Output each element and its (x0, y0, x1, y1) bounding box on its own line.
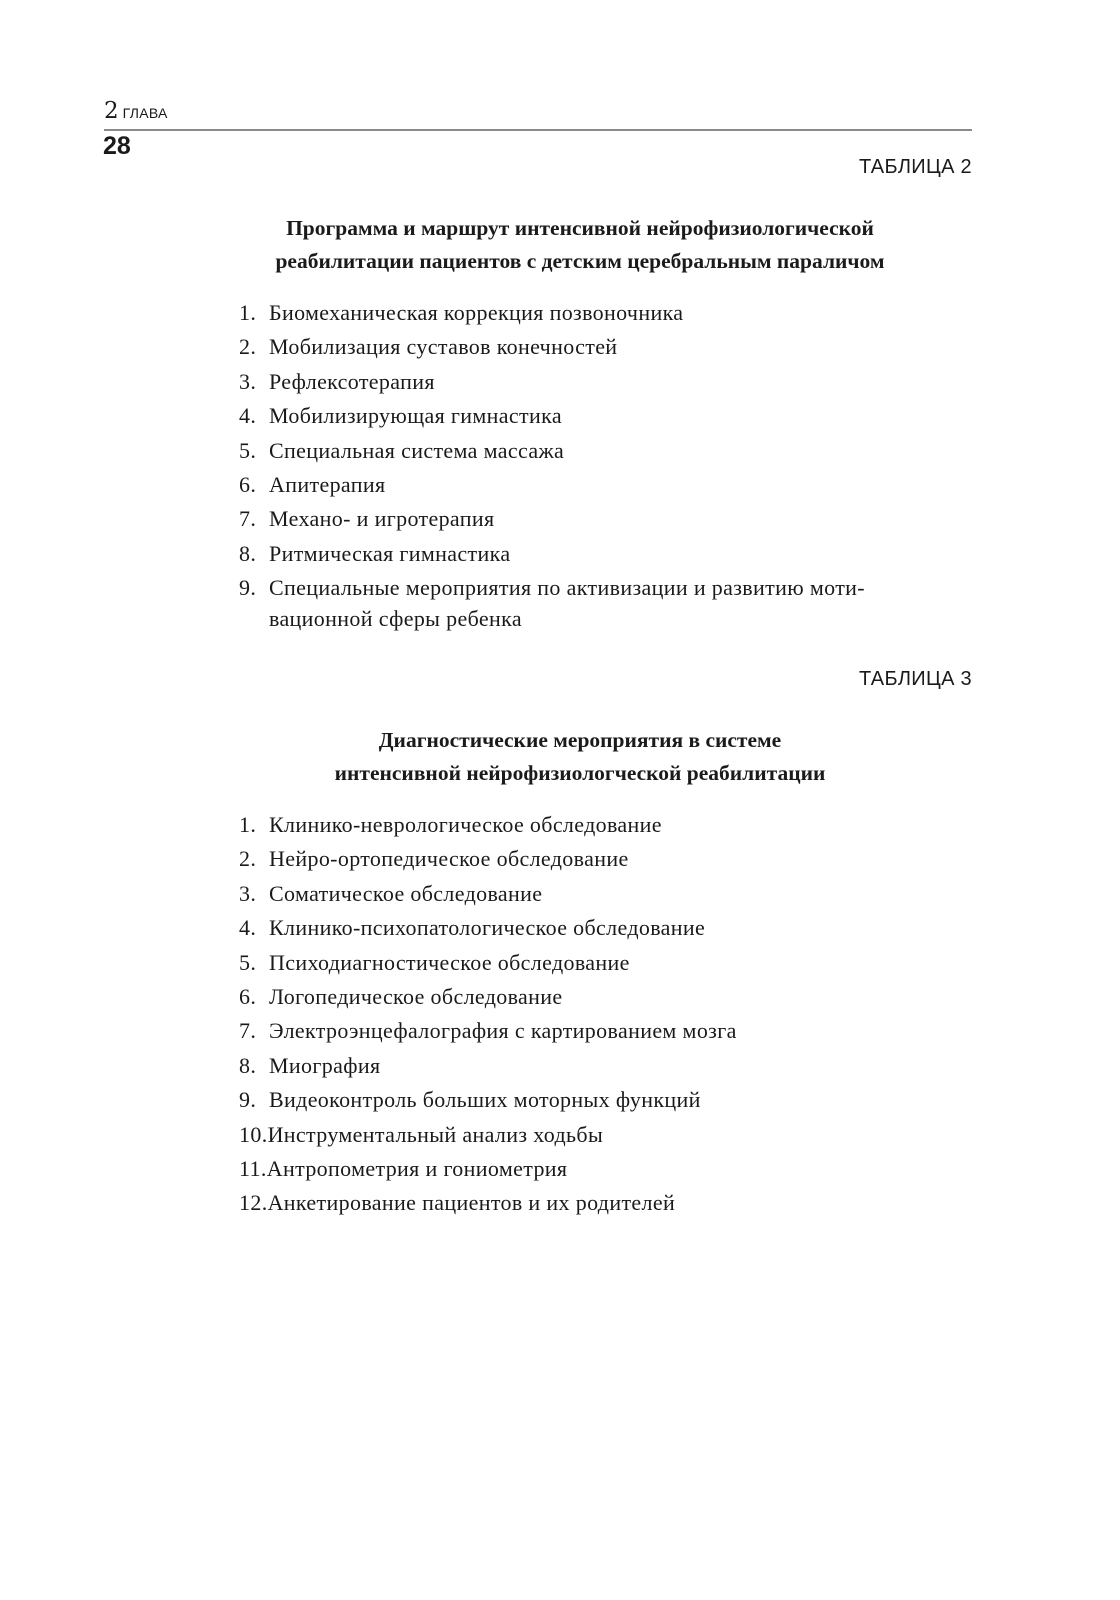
chapter-number: 2 (104, 98, 119, 124)
list-item-text: Специальные мероприятия по активизации и развитию моти- (269, 575, 865, 601)
list-item-text: Клинико-неврологическое обследование (269, 812, 662, 837)
list-item (239, 842, 979, 876)
list-item-text: Логопедическое обследование (269, 984, 563, 1010)
list-item (239, 1152, 979, 1186)
running-head (104, 98, 168, 124)
table3-title (180, 724, 980, 790)
list-item (239, 434, 979, 468)
list-item-text: Соматическое обследование (269, 880, 543, 906)
table2-label: ТАБЛИЦА 2 (858, 156, 972, 178)
list-item-number: 11. (239, 1156, 267, 1182)
list-item-text: Электроэнцефалография с картированием мозга (269, 1018, 737, 1044)
table2-list (239, 296, 979, 636)
list-item-number: 6. (239, 984, 257, 1010)
list-item-number: 7. (239, 1018, 257, 1044)
list-item (239, 911, 979, 945)
list-item-text: Антропометрия и гониометрия (266, 1156, 568, 1182)
list-item (239, 1186, 979, 1220)
list-item-number: 4. (239, 403, 257, 429)
list-item (239, 330, 979, 364)
list-item (239, 571, 979, 636)
list-item-text: Мобилизирующая гимнастика (269, 403, 562, 429)
table2-title-line1: Программа и маршрут интенсивной нейрофизиологической (286, 216, 874, 240)
list-item (239, 296, 979, 330)
table3-title-line2: интенсивной нейрофизиологческой реабилитации (334, 761, 826, 785)
list-item (239, 468, 979, 502)
list-item-text: Ритмическая гимнастика (269, 540, 511, 566)
list-item-number: 1. (239, 300, 257, 325)
list-item (239, 808, 979, 842)
list-item-number: 3. (239, 880, 257, 906)
list-item-number: 10. (239, 1121, 268, 1147)
table3-label: ТАБЛИЦА 3 (858, 668, 972, 690)
list-item-text: Мобилизация суставов конечностей (269, 334, 618, 360)
list-item-number: 2. (239, 334, 257, 360)
list-item-number: 5. (239, 437, 257, 463)
list-item-number: 4. (239, 915, 257, 941)
list-item-text: Рефлексотерапия (269, 368, 435, 394)
list-item-text: Апитерапия (269, 472, 386, 498)
list-item-number: 5. (239, 949, 257, 975)
list-item-text: Инструментальный анализ ходьбы (267, 1121, 604, 1147)
list-item-number: 8. (239, 1052, 257, 1078)
table3-list (239, 808, 979, 1221)
list-item-text: Специальная система массажа (269, 437, 565, 463)
list-item (239, 1014, 979, 1048)
header-rule (104, 129, 972, 131)
list-item (239, 877, 979, 911)
list-item (239, 946, 979, 980)
list-item-text: Анкетирование пациентов и их родителей (267, 1190, 676, 1216)
list-item-text: Психодиагностическое обследование (269, 949, 630, 975)
list-item (239, 502, 979, 536)
list-item-text: Видеоконтроль больших моторных функций (269, 1087, 701, 1113)
list-item (239, 1083, 979, 1117)
list-item-number: 12. (239, 1190, 268, 1216)
list-item-number: 3. (239, 368, 257, 394)
list-item (239, 399, 979, 433)
chapter-word: ГЛАВА (122, 105, 168, 121)
list-item-number: 2. (239, 846, 257, 872)
list-item-number: 6. (239, 472, 257, 498)
list-item-number: 7. (239, 506, 257, 532)
list-item-text: Клинико-психопатологическое обследование (269, 915, 706, 941)
list-item (239, 1049, 979, 1083)
list-item-text-continuation: вационной сферы ребенка (269, 605, 522, 631)
list-item (239, 537, 979, 571)
list-item-text: Механо- и игротерапия (269, 506, 495, 532)
table3-title-line1: Диагностические мероприятия в системе (378, 728, 782, 752)
table2-title-line2: реабилитации пациентов с детским церебральным параличом (275, 249, 885, 273)
list-item-text: Биомеханическая коррекция позвоночника (269, 300, 684, 325)
list-item-number: 9. (239, 1087, 257, 1113)
list-item-text: Миография (269, 1052, 381, 1078)
list-item (239, 365, 979, 399)
list-item-number: 9. (239, 575, 257, 601)
page-number: 28 (103, 132, 131, 160)
table2-title (180, 212, 980, 278)
list-item-text: Нейро-ортопедическое обследование (269, 846, 629, 872)
list-item-number: 8. (239, 540, 257, 566)
list-item (239, 1118, 979, 1152)
list-item-number: 1. (239, 812, 257, 837)
list-item (239, 980, 979, 1014)
